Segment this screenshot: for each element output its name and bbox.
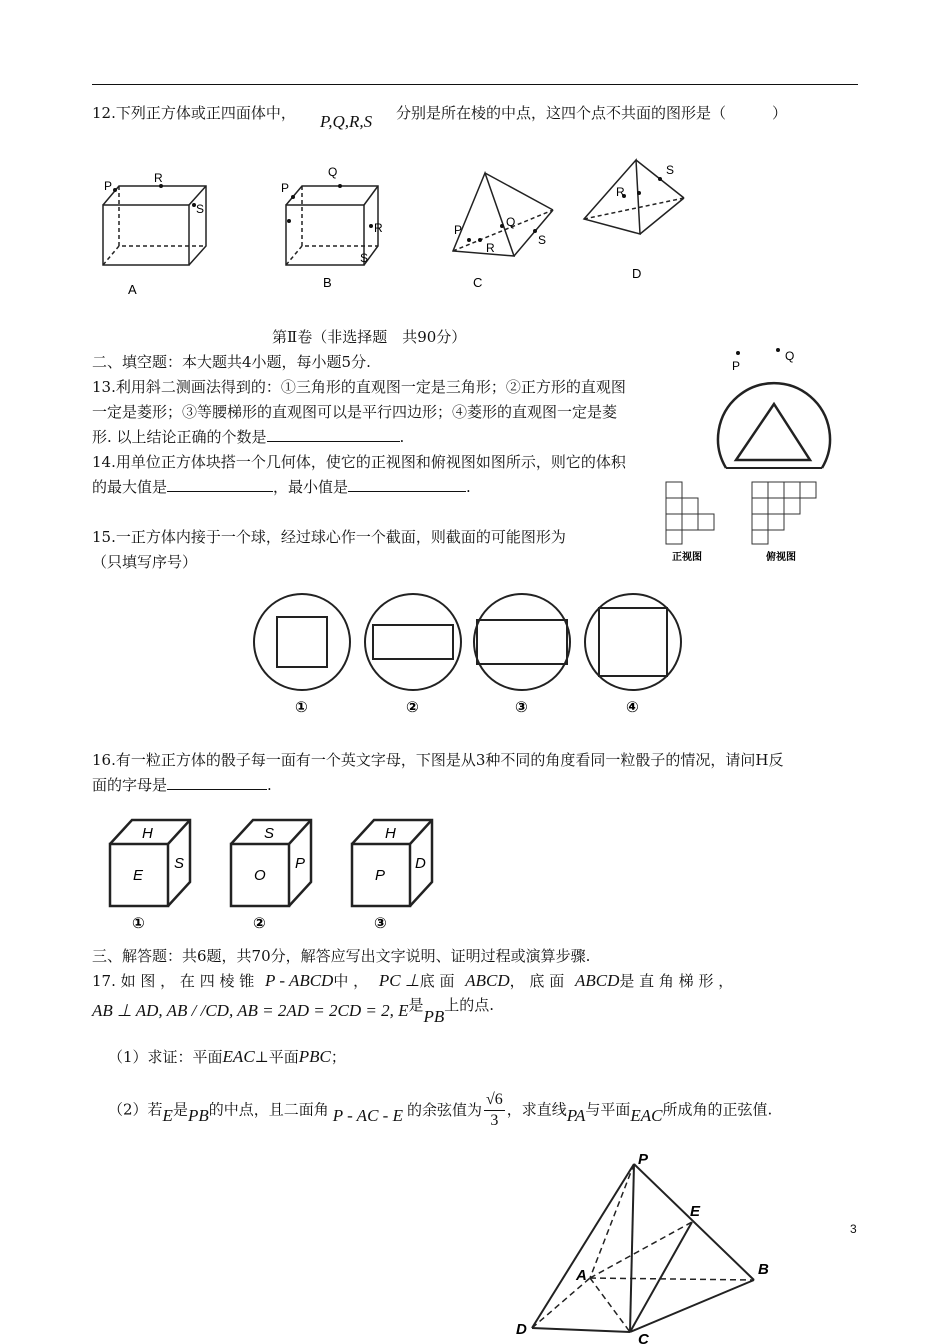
die3-top: H	[385, 825, 396, 842]
label-r-d: R	[616, 185, 625, 199]
q12-figures	[88, 148, 712, 304]
square-section-1	[277, 617, 327, 667]
label-s-b: S	[360, 251, 369, 265]
q16-line1: 16.有一粒正方体的骰子每一面有一个英文字母，下图是从3种不同的角度看同一粒骰子的情况，请问H反	[92, 751, 784, 769]
option-label-4: ④	[626, 698, 639, 716]
die2-side: P	[295, 855, 306, 872]
point-q-b	[338, 184, 342, 188]
q17-line2: AB ⊥ AD, AB / /CD, AB = 2AD = 2CD = 2, E是PB上的点.	[92, 996, 495, 1026]
option-label-2: ②	[406, 698, 419, 716]
q17-part2: （2）若E是PB的中点，且二面角 P - AC - E 的余弦值为 $\frac{√6}{3}$ ，求直线PA与平面EAC所成角的正弦值.	[108, 1091, 773, 1129]
vertex-b-label: B	[758, 1261, 769, 1278]
q14-min-blank[interactable]	[348, 477, 466, 492]
q16-line2: 面的字母是 .	[92, 776, 272, 794]
point-s-c	[533, 229, 537, 233]
die3-label: ③	[374, 914, 387, 932]
point-extra-b	[287, 219, 291, 223]
section-circle	[718, 383, 830, 468]
label-r-c: R	[486, 241, 495, 255]
edge-dc	[532, 1328, 630, 1332]
label-p-c: P	[454, 223, 463, 237]
option-label-3: ③	[515, 698, 528, 716]
q13-line2: 一定是菱形；③等腰梯形的直观图可以是平行四边形；④菱形的直观图一定是菱	[92, 403, 618, 421]
edge-pc	[630, 1164, 634, 1332]
section2-header: 二、填空题：本大题共4小题，每小题5分.	[92, 353, 371, 371]
q17-part1: （1）求证：平面EAC⊥平面PBC；	[108, 1047, 346, 1066]
q14-line1: 14.用单位正方体块搭一个几何体，使它的正视图和俯视图如图所示，则它的体积	[92, 453, 626, 471]
page-number: 3	[850, 1222, 857, 1236]
sphere-section-3	[474, 594, 570, 690]
die1-top: H	[142, 825, 153, 842]
edge-pa	[590, 1164, 634, 1278]
option-a: A	[128, 282, 137, 297]
rect-section-3	[477, 620, 567, 664]
label-p-fig: P	[732, 359, 741, 373]
cos-fraction: $\frac{√6}{3}$	[485, 1091, 503, 1129]
label-q-c: Q	[506, 215, 516, 229]
q15-line1: 15.一正方体内接于一个球，经过球心作一个截面，则截面的可能图形为	[92, 528, 566, 546]
q13-line1: 13.利用斜二测画法得到的：①三角形的直观图一定是三角形；②正方形的直观图	[92, 378, 626, 396]
q14-max-blank[interactable]	[167, 477, 273, 492]
section2-title: 第Ⅱ卷（非选择题 共90分）	[272, 328, 467, 346]
sphere-section-1	[254, 594, 350, 690]
top-view-grid	[752, 482, 816, 544]
front-view-grid	[666, 482, 714, 544]
edge-pb	[634, 1164, 754, 1280]
point-p-a	[113, 188, 117, 192]
sphere-section-2	[365, 594, 461, 690]
header-rule	[92, 84, 858, 85]
label-q-fig: Q	[785, 349, 795, 363]
point-p-b	[291, 195, 295, 199]
die2-top: S	[264, 825, 275, 842]
label-p-a: P	[104, 179, 113, 193]
vertex-p-label: P	[638, 1151, 649, 1168]
edge-ac	[590, 1278, 630, 1332]
point-r-b	[369, 224, 373, 228]
section3-header: 三、解答题：共6题，共70分，解答应写出文字说明、证明过程或演算步骤.	[92, 947, 591, 965]
die2-label: ②	[253, 914, 266, 932]
point-r-c	[478, 238, 482, 242]
edge-ab	[590, 1278, 754, 1280]
point-q-fig	[776, 348, 780, 352]
die3-front: P	[375, 867, 386, 884]
label-p-b: P	[281, 181, 290, 195]
point-q-d	[637, 191, 641, 195]
label-s-d: S	[666, 163, 675, 177]
edge-cb	[630, 1280, 754, 1332]
front-view-label: 正视图	[672, 552, 702, 563]
option-label-1: ①	[295, 698, 308, 716]
die1-front: E	[133, 867, 144, 884]
label-q-b: Q	[328, 165, 338, 179]
vertex-e-label: E	[690, 1203, 701, 1220]
edge-da	[532, 1278, 590, 1328]
option-b: B	[323, 275, 332, 290]
q14-views	[660, 480, 840, 566]
vertex-c-label: C	[638, 1331, 649, 1344]
point-q-c	[500, 224, 504, 228]
vertex-a-label: A	[576, 1267, 587, 1284]
square-section-4	[599, 608, 667, 676]
die1-side: S	[174, 855, 185, 872]
q16-dice	[100, 810, 460, 934]
q13-answer-blank[interactable]	[267, 427, 400, 442]
point-p-c	[467, 238, 471, 242]
q14-line2: 的最大值是 ，最小值是 .	[92, 478, 471, 496]
q17-line1: 17. 如 图 ， 在 四 棱 锥 P - ABCD中 ， PC ⊥底 面 ABCD， 底 面 ABCD是 直 角 梯 形 ，	[92, 971, 734, 990]
q15-line2: （只填写序号）	[92, 553, 198, 571]
option-c: C	[473, 275, 483, 290]
point-s-d	[658, 177, 662, 181]
label-r-a: R	[154, 171, 163, 185]
q12-stem: 12.下列正方体或正四面体中，	[92, 104, 296, 122]
q16-answer-blank[interactable]	[167, 775, 267, 790]
cube-figure-a	[103, 186, 206, 265]
rect-section-2	[373, 625, 453, 659]
die1-label: ①	[132, 914, 145, 932]
q12-points: P,Q,R,S	[320, 112, 373, 131]
q13-figure	[712, 340, 842, 472]
point-p-fig	[736, 351, 740, 355]
die2-front: O	[254, 867, 266, 884]
q15-figures	[250, 590, 700, 720]
die3-side: D	[415, 855, 426, 872]
label-s-c: S	[538, 233, 547, 247]
vertex-d-label: D	[516, 1321, 527, 1338]
q17-pyramid-figure	[512, 1150, 780, 1344]
section-triangle	[736, 404, 810, 460]
label-s-a: S	[196, 202, 205, 216]
label-r-b: R	[374, 221, 383, 235]
edge-pd	[532, 1164, 634, 1328]
q12-stem-b: 分别是所在棱的中点，这四个点不共面的图形是（ ）	[396, 104, 788, 122]
option-d: D	[632, 266, 642, 281]
q13-line3: 形. 以上结论正确的个数是 .	[92, 428, 405, 446]
top-view-label: 俯视图	[766, 552, 796, 563]
